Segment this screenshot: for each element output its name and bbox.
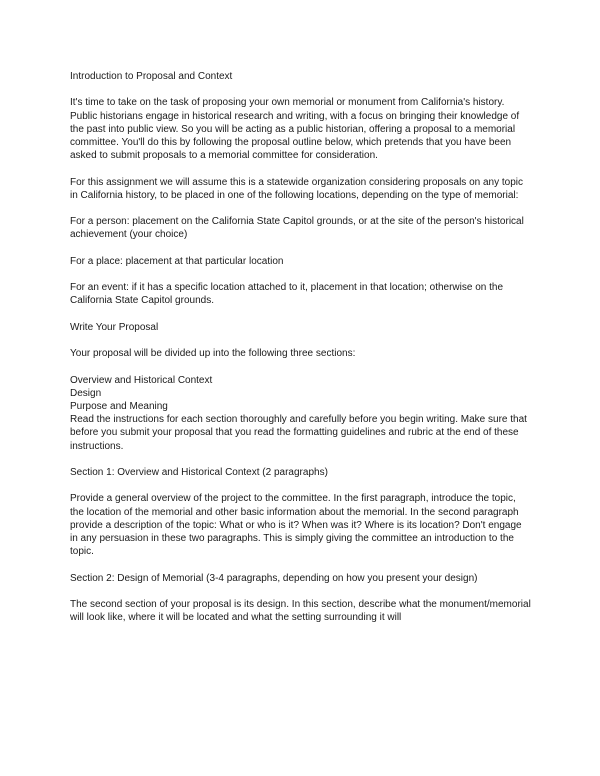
section-list-item: Design xyxy=(70,387,102,399)
section1-body: Provide a general overview of the project to the committee. In the first paragraph, introduce the topic, the location of the memorial and other basic information about the memorial. In the second paragraph provide a description of the topic: What or who is it? When was it? Where is its location? Don't engage in any persuasion in these two paragraphs. This is simply giving the committee an introduction to the topic. xyxy=(70,493,522,558)
intro-paragraph: It's time to take on the task of proposing your own memorial or monument from California's history. Public historians engage in historical research and writing, with a focus on bringing their knowledge of the past into public view. So you will be acting as a public historian, offering a proposal to a memorial committee. You'll do this by following the proposal outline below, which pretends that you have been asked to submit proposals to a memorial committee for consideration. xyxy=(70,97,520,162)
section-list-item: Purpose and Meaning xyxy=(70,400,168,412)
write-proposal-heading: Write Your Proposal xyxy=(70,321,159,333)
document-page xyxy=(70,70,532,624)
instructions-paragraph: Read the instructions for each section thoroughly and carefully before you begin writing. Make sure that before you submit your proposal that you read the formatting guidelines and rubric at the end of these instructions. xyxy=(70,414,527,452)
section2-body: The second section of your proposal is its design. In this section, describe what the monument/memorial will look like, where it will be located and what the setting surrounding it will xyxy=(70,598,531,624)
section2-heading: Section 2: Design of Memorial (3-4 paragraphs, depending on how you present your design) xyxy=(70,572,478,584)
section-list-item: Overview and Historical Context xyxy=(70,374,213,386)
document-title: Introduction to Proposal and Context xyxy=(70,71,233,82)
event-placement-paragraph: For an event: if it has a specific location attached to it, placement in that location; otherwise on the California State Capitol grounds. xyxy=(70,282,504,307)
person-placement-paragraph: For a person: placement on the California State Capitol grounds, or at the site of the person's historical achievement (your choice) xyxy=(70,216,524,241)
sections-intro-paragraph: Your proposal will be divided up into the following three sections: xyxy=(70,348,356,360)
assignment-paragraph: For this assignment we will assume this is a statewide organization considering proposals on any topic in California history, to be placed in one of the following locations, depending on the type of memorial: xyxy=(70,176,524,201)
section1-heading: Section 1: Overview and Historical Context (2 paragraphs) xyxy=(70,466,328,478)
place-placement-paragraph: For a place: placement at that particular location xyxy=(70,255,284,267)
